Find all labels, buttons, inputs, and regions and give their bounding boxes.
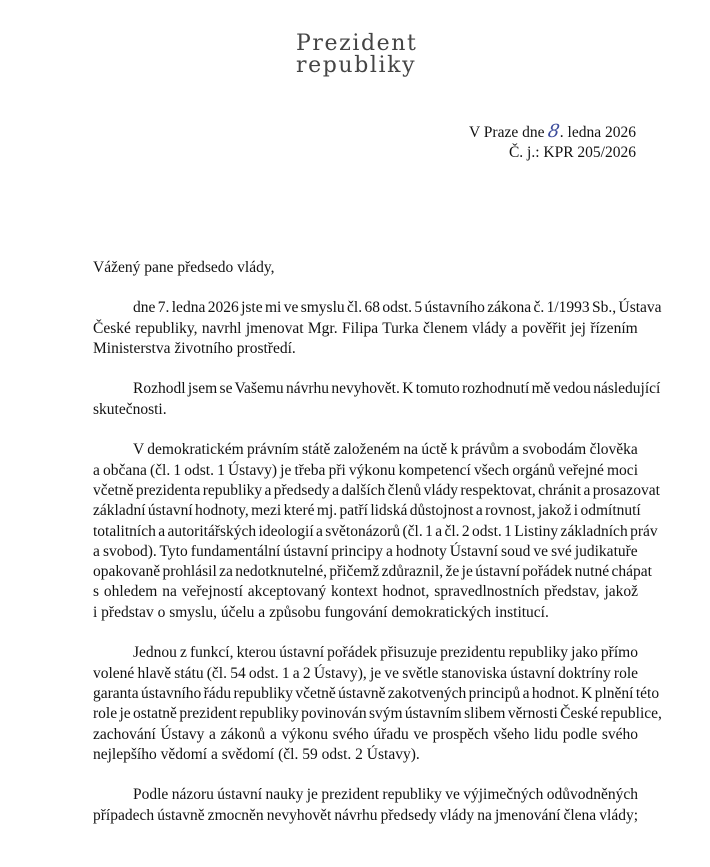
paragraph-line: Jednou z funkcí, kterou ústavní pořádek přisuzuje prezidentu republiky jako přímo: [133, 644, 638, 662]
paragraph-line: garanta ústavního řádu republiky včetně ústavně zakotvených principů a hodnot. K plnění této: [93, 684, 660, 702]
paragraph-line: České republiky, navrhl jmenovat Mgr. Filipa Turka členem vlády a pověřit jej řízením: [93, 319, 638, 337]
letterhead-line-2: republiky: [296, 53, 417, 78]
date-line: [469, 123, 636, 143]
paragraph-line: nejlepšího vědomí a svědomí (čl. 59 odst. 2 Ústavy).: [93, 745, 420, 763]
paragraph-line: a svobod). Tyto fundamentální ústavní principy a hodnoty Ústavní soud ve své judikatuře: [93, 542, 638, 560]
letterhead-logo: [296, 33, 417, 77]
paragraph-line: případech ústavně zmocněn nevyhovět návrhu předsedy vlády na jmenování člena vlády;: [93, 806, 639, 824]
salutation: Vážený pane předsedo vlády,: [93, 259, 275, 276]
paragraph-line: Podle názoru ústavní nauky je prezident republiky ve výjimečných odůvodněných: [133, 786, 638, 804]
paragraph-1: [93, 298, 662, 359]
paragraph-2: [93, 379, 661, 420]
paragraph-line: opakovaně prohlásil za nedotknutelné, přičemž zdůraznil, že je ústavní pořádek nutné chápat: [93, 563, 652, 581]
handwritten-day: 8: [546, 121, 562, 142]
paragraph-4: [93, 643, 662, 765]
paragraph-line: skutečnosti.: [93, 400, 167, 418]
paragraph-3: [93, 440, 660, 623]
reference-number: Č. j.: KPR 205/2026: [508, 144, 636, 161]
paragraph-line: dne 7. ledna 2026 jste mi ve smyslu čl. 68 odst. 5 ústavního zákona č. 1/1993 Sb., Ústava: [133, 299, 662, 317]
date-prefix: V Praze dne: [469, 124, 549, 141]
paragraph-line: včetně prezidenta republiky a předsedy a dalších členů vlády respektovat, chránit a prosazovat: [93, 481, 660, 499]
paragraph-line: volené hlavě státu (čl. 54 odst. 1 a 2 Ústavy), je ve světle stanoviska ústavní doktríny role: [93, 664, 639, 682]
paragraph-line: totalitních a autoritářských ideologií a světonázorů (čl. 1 a čl. 2 odst. 1 Listiny základních práv: [93, 522, 658, 540]
letterhead-line-1: Prezident: [296, 31, 418, 56]
date-suffix: . ledna 2026: [559, 124, 636, 141]
paragraph-line: základní ústavní hodnoty, mezi které mj. patří lidská důstojnost a rovnost, jakož i odmítnutí: [93, 502, 641, 520]
paragraph-line: i představ o smyslu, účelu a způsobu fungování demokratických institucí.: [93, 603, 549, 621]
date-reference-block: [469, 123, 636, 163]
paragraph-line: V demokratickém právním státě založeném na úctě k právům a svobodám člověka: [133, 441, 638, 459]
paragraph-line: s ohledem na veřejností akceptovaný kontext hodnot, spravedlnostních představ, jakož: [93, 583, 639, 601]
paragraph-line: a občana (čl. 1 odst. 1 Ústavy) je třeba při výkonu kompetencí všech orgánů veřejné moci: [93, 461, 638, 479]
paragraph-line: Rozhodl jsem se Vašemu návrhu nevyhovět. K tomuto rozhodnutí mě vedou následující: [133, 380, 661, 398]
paragraph-5: [93, 785, 638, 826]
paragraph-line: role je ostatně prezident republiky povinován svým ústavním slibem věrnosti České republice,: [93, 705, 662, 723]
paragraph-line: Ministerstva životního prostředí.: [93, 339, 296, 357]
paragraph-line: zachování Ústavy a zákonů a výkonu svého úřadu ve prospěch všeho lidu podle svého: [93, 725, 639, 743]
letter-body: [93, 258, 662, 846]
